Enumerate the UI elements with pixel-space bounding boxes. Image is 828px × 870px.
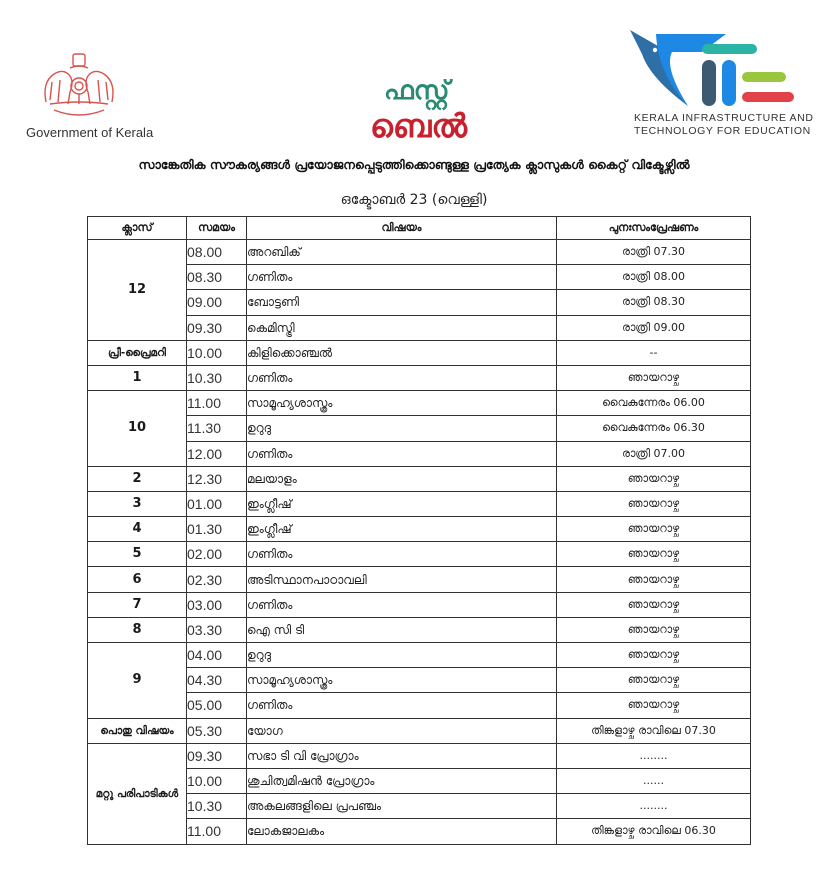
rebroadcast-cell: ഞായറാഴ്ച [557, 542, 751, 567]
rebroadcast-cell: ഞായറാഴ്ച [557, 693, 751, 718]
column-header-rebroadcast: പുനഃസംപ്രേഷണം [557, 217, 751, 240]
subject-cell: അറബിക് [247, 240, 557, 265]
subject-cell: സാമൂഹ്യശാസ്ത്രം [247, 391, 557, 416]
table-row [88, 416, 751, 441]
subject-cell: ഗണിതം [247, 365, 557, 390]
class-cell: പ്രീ-പ്രൈമറി [88, 340, 187, 365]
schedule-date: ഒക്ടോബർ 23 (വെള്ളി) [340, 192, 488, 208]
class-cell: 7 [88, 592, 187, 617]
time-cell: 09.00 [187, 290, 247, 315]
time-cell: 12.30 [187, 466, 247, 491]
rebroadcast-cell: ഞായറാഴ്ച [557, 617, 751, 642]
time-cell: 03.30 [187, 617, 247, 642]
time-cell: 02.30 [187, 567, 247, 592]
table-row [88, 718, 751, 743]
kite-logo-label [634, 112, 814, 138]
time-cell: 01.30 [187, 517, 247, 542]
table-row [88, 643, 751, 668]
schedule-table [87, 216, 751, 845]
rebroadcast-cell: രാത്രി 09.00 [557, 315, 751, 340]
subject-cell: ഗണിതം [247, 265, 557, 290]
time-cell: 08.30 [187, 265, 247, 290]
time-cell: 08.00 [187, 240, 247, 265]
table-row [88, 340, 751, 365]
rebroadcast-cell: രാത്രി 08.30 [557, 290, 751, 315]
table-row [88, 315, 751, 340]
table-row [88, 491, 751, 516]
table-row [88, 567, 751, 592]
first-bell-logo [366, 76, 478, 156]
class-cell: 2 [88, 466, 187, 491]
table-row [88, 466, 751, 491]
time-cell: 10.30 [187, 794, 247, 819]
table-row [88, 365, 751, 390]
table-row [88, 693, 751, 718]
subject-cell: സാമൂഹ്യശാസ്ത്രം [247, 668, 557, 693]
table-row [88, 668, 751, 693]
subject-cell: ഗണിതം [247, 592, 557, 617]
first-bell-logo-line1: ഫസ്റ്റ് [384, 76, 450, 106]
subject-cell: ശുചിത്വമിഷൻ പ്രോഗ്രാം [247, 768, 557, 793]
subject-cell: അകലങ്ങളിലെ പ്രപഞ്ചം [247, 794, 557, 819]
subject-cell: യോഗ [247, 718, 557, 743]
time-cell: 05.30 [187, 718, 247, 743]
time-cell: 11.00 [187, 819, 247, 844]
schedule-table-body [88, 240, 751, 845]
subject-cell: ഗണിതം [247, 441, 557, 466]
rebroadcast-cell: രാത്രി 08.00 [557, 265, 751, 290]
subject-cell: ഇംഗ്ലീഷ് [247, 491, 557, 516]
class-cell: 10 [88, 391, 187, 467]
subject-cell: അടിസ്ഥാനപാഠാവലി [247, 567, 557, 592]
subject-cell: മലയാളം [247, 466, 557, 491]
subject-cell: ഗണിതം [247, 542, 557, 567]
rebroadcast-cell: ഞായറാഴ്ച [557, 643, 751, 668]
rebroadcast-cell: തിങ്കളാഴ്ച രാവിലെ 06.30 [557, 819, 751, 844]
time-cell: 11.30 [187, 416, 247, 441]
class-cell: 4 [88, 517, 187, 542]
subject-cell: കെമിസ്ട്രി [247, 315, 557, 340]
subject-cell: ഉറുദു [247, 416, 557, 441]
government-of-kerala-logo [22, 52, 162, 144]
time-cell: 04.00 [187, 643, 247, 668]
class-cell: 12 [88, 240, 187, 341]
time-cell: 11.00 [187, 391, 247, 416]
rebroadcast-cell: ........ [557, 794, 751, 819]
document-title: സാങ്കേതിക സൗകര്യങ്ങൾ പ്രയോജനപ്പെടുത്തിക്കൊണ്ടുള്ള പ്രത്യേക ക്ലാസുകൾ കൈറ്റ് വിക്ടേഴ്സിൽ [138, 157, 690, 172]
subject-cell: കിളിക്കൊഞ്ചൽ [247, 340, 557, 365]
table-header-row [88, 217, 751, 240]
class-cell: 9 [88, 643, 187, 719]
subject-cell: ബോട്ടണി [247, 290, 557, 315]
subject-cell: ലോകജാലകം [247, 819, 557, 844]
table-row [88, 617, 751, 642]
table-row [88, 290, 751, 315]
rebroadcast-cell: ഞായറാഴ്ച [557, 592, 751, 617]
subject-cell: ഐ സി ടി [247, 617, 557, 642]
table-row [88, 743, 751, 768]
subject-cell: സഭാ ടി വി പ്രോഗ്രാം [247, 743, 557, 768]
column-header-subject: വിഷയം [247, 217, 557, 240]
class-cell: 5 [88, 542, 187, 567]
table-row [88, 265, 751, 290]
subject-cell: ഗണിതം [247, 693, 557, 718]
time-cell: 02.00 [187, 542, 247, 567]
column-header-time: സമയം [187, 217, 247, 240]
rebroadcast-cell: തിങ്കളാഴ്ച രാവിലെ 07.30 [557, 718, 751, 743]
time-cell: 10.30 [187, 365, 247, 390]
rebroadcast-cell: ഞായറാഴ്ച [557, 491, 751, 516]
subject-cell: ഇംഗ്ലീഷ് [247, 517, 557, 542]
class-cell: 3 [88, 491, 187, 516]
government-of-kerala-label: Government of Kerala [26, 125, 154, 140]
subject-cell: ഉറുദു [247, 643, 557, 668]
rebroadcast-cell: ഞായറാഴ്ച [557, 668, 751, 693]
rebroadcast-cell: രാത്രി 07.30 [557, 240, 751, 265]
rebroadcast-cell: വൈകുന്നേരം 06.00 [557, 391, 751, 416]
time-cell: 09.30 [187, 743, 247, 768]
table-row [88, 819, 751, 844]
time-cell: 04.30 [187, 668, 247, 693]
rebroadcast-cell: ...... [557, 768, 751, 793]
kite-logo [628, 28, 818, 143]
rebroadcast-cell: -- [557, 340, 751, 365]
kerala-emblem-icon [40, 52, 118, 120]
time-cell: 10.00 [187, 768, 247, 793]
table-row [88, 240, 751, 265]
rebroadcast-cell: ഞായറാഴ്ച [557, 466, 751, 491]
rebroadcast-cell: ഞായറാഴ്ച [557, 365, 751, 390]
table-row [88, 441, 751, 466]
first-bell-logo-line2: ബെൽ [370, 107, 467, 145]
class-cell: 6 [88, 567, 187, 592]
time-cell: 12.00 [187, 441, 247, 466]
time-cell: 10.00 [187, 340, 247, 365]
kite-logo-label-line2: TECHNOLOGY FOR EDUCATION [634, 125, 811, 137]
class-cell: 1 [88, 365, 187, 390]
rebroadcast-cell: വൈകുന്നേരം 06.30 [557, 416, 751, 441]
kite-logo-label-line1: KERALA INFRASTRUCTURE AND [634, 112, 814, 124]
table-row [88, 592, 751, 617]
kite-logo-icon [628, 28, 818, 110]
rebroadcast-cell: ഞായറാഴ്ച [557, 567, 751, 592]
rebroadcast-cell: ........ [557, 743, 751, 768]
table-row [88, 768, 751, 793]
table-row [88, 794, 751, 819]
table-row [88, 391, 751, 416]
table-row [88, 517, 751, 542]
class-cell: മറ്റു പരിപാടികൾ [88, 743, 187, 844]
class-cell: 8 [88, 617, 187, 642]
class-cell: പൊതു വിഷയം [88, 718, 187, 743]
time-cell: 09.30 [187, 315, 247, 340]
time-cell: 01.00 [187, 491, 247, 516]
time-cell: 03.00 [187, 592, 247, 617]
rebroadcast-cell: രാത്രി 07.00 [557, 441, 751, 466]
time-cell: 05.00 [187, 693, 247, 718]
rebroadcast-cell: ഞായറാഴ്ച [557, 517, 751, 542]
table-row [88, 542, 751, 567]
column-header-class: ക്ലാസ് [88, 217, 187, 240]
